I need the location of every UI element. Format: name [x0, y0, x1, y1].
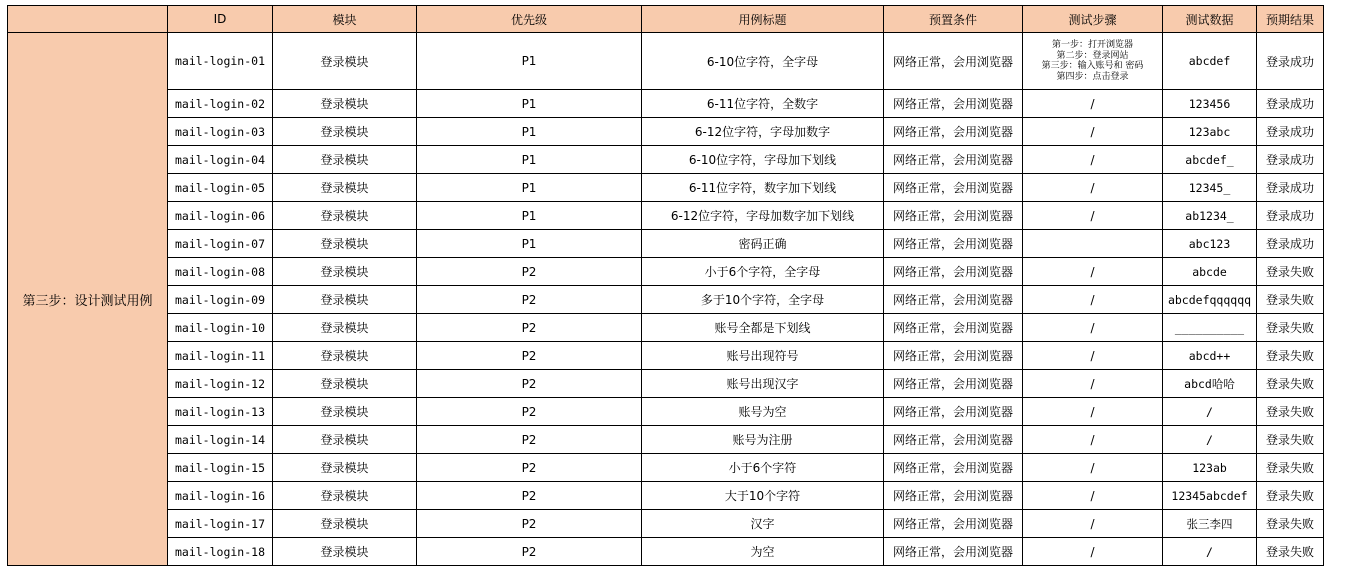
cell-data[interactable]: __________: [1163, 314, 1257, 342]
cell-steps[interactable]: /: [1023, 538, 1163, 566]
test-case-table: [7, 5, 1324, 566]
cell-title[interactable]: 账号全都是下划线: [642, 314, 884, 342]
cell-expected[interactable]: 登录失败: [1257, 314, 1324, 342]
cell-title[interactable]: 密码正确: [642, 230, 884, 258]
cell-precondition[interactable]: 网络正常，会用浏览器: [884, 398, 1023, 426]
cell-data[interactable]: abcd哈哈: [1163, 370, 1257, 398]
cell-precondition[interactable]: 网络正常，会用浏览器: [884, 426, 1023, 454]
cell-id[interactable]: mail-login-16: [168, 482, 273, 510]
cell-data[interactable]: 123ab: [1163, 454, 1257, 482]
header-row: [8, 6, 1324, 33]
cell-data[interactable]: 123456: [1163, 90, 1257, 118]
cell-priority[interactable]: P2: [417, 258, 642, 286]
cell-module[interactable]: 登录模块: [273, 230, 417, 258]
cell-priority[interactable]: P1: [417, 230, 642, 258]
cell-data[interactable]: abcdefqqqqqq: [1163, 286, 1257, 314]
cell-precondition[interactable]: 网络正常，会用浏览器: [884, 174, 1023, 202]
cell-precondition[interactable]: 网络正常，会用浏览器: [884, 258, 1023, 286]
cell-id[interactable]: mail-login-03: [168, 118, 273, 146]
cell-steps[interactable]: /: [1023, 90, 1163, 118]
cell-data[interactable]: 张三李四: [1163, 510, 1257, 538]
cell-priority[interactable]: P1: [417, 90, 642, 118]
cell-precondition[interactable]: 网络正常，会用浏览器: [884, 454, 1023, 482]
cell-priority[interactable]: P2: [417, 482, 642, 510]
cell-data[interactable]: 12345abcdef: [1163, 482, 1257, 510]
cell-priority[interactable]: P2: [417, 314, 642, 342]
cell-expected[interactable]: 登录成功: [1257, 118, 1324, 146]
cell-precondition[interactable]: 网络正常，会用浏览器: [884, 90, 1023, 118]
header-id[interactable]: ID: [168, 6, 273, 33]
cell-expected[interactable]: 登录失败: [1257, 398, 1324, 426]
section-label[interactable]: 第三步：设计测试用例: [8, 33, 168, 566]
table-row: [8, 370, 1324, 398]
cell-steps[interactable]: [1023, 230, 1163, 258]
cell-steps[interactable]: /: [1023, 342, 1163, 370]
cell-data[interactable]: 12345_: [1163, 174, 1257, 202]
cell-steps[interactable]: /: [1023, 482, 1163, 510]
cell-id[interactable]: mail-login-01: [168, 33, 273, 90]
cell-module[interactable]: 登录模块: [273, 398, 417, 426]
header-title[interactable]: 用例标题: [642, 6, 884, 33]
cell-id[interactable]: mail-login-10: [168, 314, 273, 342]
cell-precondition[interactable]: 网络正常，会用浏览器: [884, 370, 1023, 398]
cell-module[interactable]: 登录模块: [273, 146, 417, 174]
corner-cell[interactable]: [8, 6, 168, 33]
cell-expected[interactable]: 登录成功: [1257, 230, 1324, 258]
cell-steps[interactable]: /: [1023, 454, 1163, 482]
cell-steps[interactable]: /: [1023, 174, 1163, 202]
cell-priority[interactable]: P2: [417, 286, 642, 314]
cell-title[interactable]: 小于6个字符，全字母: [642, 258, 884, 286]
cell-priority[interactable]: P1: [417, 146, 642, 174]
cell-expected[interactable]: 登录成功: [1257, 90, 1324, 118]
cell-title[interactable]: 大于10个字符: [642, 482, 884, 510]
cell-id[interactable]: mail-login-18: [168, 538, 273, 566]
cell-priority[interactable]: P2: [417, 454, 642, 482]
table-row: [8, 286, 1324, 314]
cell-precondition[interactable]: 网络正常，会用浏览器: [884, 314, 1023, 342]
cell-expected[interactable]: 登录失败: [1257, 482, 1324, 510]
cell-steps[interactable]: /: [1023, 370, 1163, 398]
header-module[interactable]: 模块: [273, 6, 417, 33]
table-row: [8, 118, 1324, 146]
cell-title[interactable]: 为空: [642, 538, 884, 566]
cell-precondition[interactable]: 网络正常，会用浏览器: [884, 146, 1023, 174]
cell-precondition[interactable]: 网络正常，会用浏览器: [884, 118, 1023, 146]
cell-expected[interactable]: 登录失败: [1257, 286, 1324, 314]
cell-module[interactable]: 登录模块: [273, 258, 417, 286]
cell-module[interactable]: 登录模块: [273, 90, 417, 118]
cell-title[interactable]: 6-11位字符，数字加下划线: [642, 174, 884, 202]
header-data[interactable]: 测试数据: [1163, 6, 1257, 33]
cell-title[interactable]: 小于6个字符: [642, 454, 884, 482]
table-row: [8, 202, 1324, 230]
cell-expected[interactable]: 登录失败: [1257, 370, 1324, 398]
table-row: [8, 342, 1324, 370]
cell-module[interactable]: 登录模块: [273, 370, 417, 398]
cell-title[interactable]: 6-12位字符，字母加数字: [642, 118, 884, 146]
cell-title[interactable]: 账号为空: [642, 398, 884, 426]
cell-module[interactable]: 登录模块: [273, 286, 417, 314]
cell-title[interactable]: 多于10个字符，全字母: [642, 286, 884, 314]
cell-priority[interactable]: P1: [417, 174, 642, 202]
cell-priority[interactable]: P1: [417, 33, 642, 90]
step-line: 第一步：打开浏览器: [1051, 40, 1133, 50]
cell-precondition[interactable]: 网络正常，会用浏览器: [884, 202, 1023, 230]
step-line: 第三步：输入账号和 密码: [1041, 61, 1144, 71]
cell-data[interactable]: ab1234_: [1163, 202, 1257, 230]
cell-title[interactable]: 6-10位字符，全字母: [642, 33, 884, 90]
cell-priority[interactable]: P2: [417, 342, 642, 370]
cell-priority[interactable]: P2: [417, 398, 642, 426]
cell-data[interactable]: /: [1163, 538, 1257, 566]
cell-data[interactable]: abcdef: [1163, 33, 1257, 90]
table-row: [8, 398, 1324, 426]
cell-steps[interactable]: [1023, 33, 1163, 90]
cell-precondition[interactable]: 网络正常，会用浏览器: [884, 538, 1023, 566]
cell-id[interactable]: mail-login-15: [168, 454, 273, 482]
cell-module[interactable]: 登录模块: [273, 33, 417, 90]
cell-id[interactable]: mail-login-08: [168, 258, 273, 286]
cell-module[interactable]: 登录模块: [273, 314, 417, 342]
table-row: [8, 426, 1324, 454]
header-precondition[interactable]: 预置条件: [884, 6, 1023, 33]
cell-priority[interactable]: P2: [417, 510, 642, 538]
cell-expected[interactable]: 登录成功: [1257, 174, 1324, 202]
cell-data[interactable]: abcde: [1163, 258, 1257, 286]
header-expected[interactable]: 预期结果: [1257, 6, 1324, 33]
cell-id[interactable]: mail-login-06: [168, 202, 273, 230]
cell-id[interactable]: mail-login-14: [168, 426, 273, 454]
step-line: 第二步：登录网站: [1056, 50, 1129, 61]
cell-steps[interactable]: /: [1023, 118, 1163, 146]
cell-title[interactable]: 6-11位字符，全数字: [642, 90, 884, 118]
cell-precondition[interactable]: 网络正常，会用浏览器: [884, 510, 1023, 538]
cell-data[interactable]: abc123: [1163, 230, 1257, 258]
cell-steps[interactable]: /: [1023, 398, 1163, 426]
cell-data[interactable]: /: [1163, 426, 1257, 454]
cell-module[interactable]: 登录模块: [273, 426, 417, 454]
cell-precondition[interactable]: 网络正常，会用浏览器: [884, 230, 1023, 258]
cell-id[interactable]: mail-login-09: [168, 286, 273, 314]
table-row: [8, 33, 1324, 90]
table-row: [8, 258, 1324, 286]
cell-module[interactable]: 登录模块: [273, 342, 417, 370]
cell-id[interactable]: mail-login-07: [168, 230, 273, 258]
cell-title[interactable]: 汉字: [642, 510, 884, 538]
step-line: 第四步：点击登录: [1056, 71, 1129, 82]
cell-title[interactable]: 6-10位字符，字母加下划线: [642, 146, 884, 174]
table-row: [8, 146, 1324, 174]
cell-expected[interactable]: 登录成功: [1257, 202, 1324, 230]
header-priority[interactable]: 优先级: [417, 6, 642, 33]
table-row: [8, 538, 1324, 566]
cell-priority[interactable]: P2: [417, 538, 642, 566]
cell-data[interactable]: abcd++: [1163, 342, 1257, 370]
table-row: [8, 454, 1324, 482]
cell-steps[interactable]: /: [1023, 146, 1163, 174]
spreadsheet: [7, 5, 1324, 566]
cell-priority[interactable]: P1: [417, 118, 642, 146]
table-row: [8, 510, 1324, 538]
cell-precondition[interactable]: 网络正常，会用浏览器: [884, 482, 1023, 510]
cell-expected[interactable]: 登录失败: [1257, 426, 1324, 454]
cell-expected[interactable]: 登录失败: [1257, 538, 1324, 566]
cell-id[interactable]: mail-login-04: [168, 146, 273, 174]
cell-id[interactable]: mail-login-02: [168, 90, 273, 118]
cell-expected[interactable]: 登录失败: [1257, 258, 1324, 286]
cell-title[interactable]: 账号出现符号: [642, 342, 884, 370]
cell-module[interactable]: 登录模块: [273, 174, 417, 202]
cell-steps[interactable]: /: [1023, 426, 1163, 454]
cell-steps[interactable]: /: [1023, 202, 1163, 230]
table-row: [8, 314, 1324, 342]
cell-id[interactable]: mail-login-13: [168, 398, 273, 426]
cell-module[interactable]: 登录模块: [273, 118, 417, 146]
cell-expected[interactable]: 登录成功: [1257, 33, 1324, 90]
cell-steps[interactable]: /: [1023, 286, 1163, 314]
cell-id[interactable]: mail-login-05: [168, 174, 273, 202]
table-row: [8, 230, 1324, 258]
cell-module[interactable]: 登录模块: [273, 482, 417, 510]
cell-module[interactable]: 登录模块: [273, 510, 417, 538]
cell-title[interactable]: 账号出现汉字: [642, 370, 884, 398]
cell-precondition[interactable]: 网络正常，会用浏览器: [884, 33, 1023, 90]
cell-steps[interactable]: /: [1023, 314, 1163, 342]
table-row: [8, 174, 1324, 202]
cell-id[interactable]: mail-login-12: [168, 370, 273, 398]
cell-steps[interactable]: /: [1023, 510, 1163, 538]
cell-module[interactable]: 登录模块: [273, 454, 417, 482]
table-row: [8, 90, 1324, 118]
cell-expected[interactable]: 登录失败: [1257, 510, 1324, 538]
cell-data[interactable]: 123abc: [1163, 118, 1257, 146]
cell-data[interactable]: abcdef_: [1163, 146, 1257, 174]
cell-priority[interactable]: P2: [417, 370, 642, 398]
cell-priority[interactable]: P2: [417, 426, 642, 454]
cell-id[interactable]: mail-login-17: [168, 510, 273, 538]
cell-priority[interactable]: P1: [417, 202, 642, 230]
cell-module[interactable]: 登录模块: [273, 202, 417, 230]
cell-expected[interactable]: 登录失败: [1257, 454, 1324, 482]
cell-module[interactable]: 登录模块: [273, 538, 417, 566]
cell-expected[interactable]: 登录成功: [1257, 146, 1324, 174]
cell-title[interactable]: 账号为注册: [642, 426, 884, 454]
header-steps[interactable]: 测试步骤: [1023, 6, 1163, 33]
cell-precondition[interactable]: 网络正常，会用浏览器: [884, 342, 1023, 370]
cell-steps[interactable]: /: [1023, 258, 1163, 286]
cell-precondition[interactable]: 网络正常，会用浏览器: [884, 286, 1023, 314]
table-row: [8, 482, 1324, 510]
cell-id[interactable]: mail-login-11: [168, 342, 273, 370]
cell-data[interactable]: /: [1163, 398, 1257, 426]
cell-title[interactable]: 6-12位字符，字母加数字加下划线: [642, 202, 884, 230]
cell-expected[interactable]: 登录失败: [1257, 342, 1324, 370]
